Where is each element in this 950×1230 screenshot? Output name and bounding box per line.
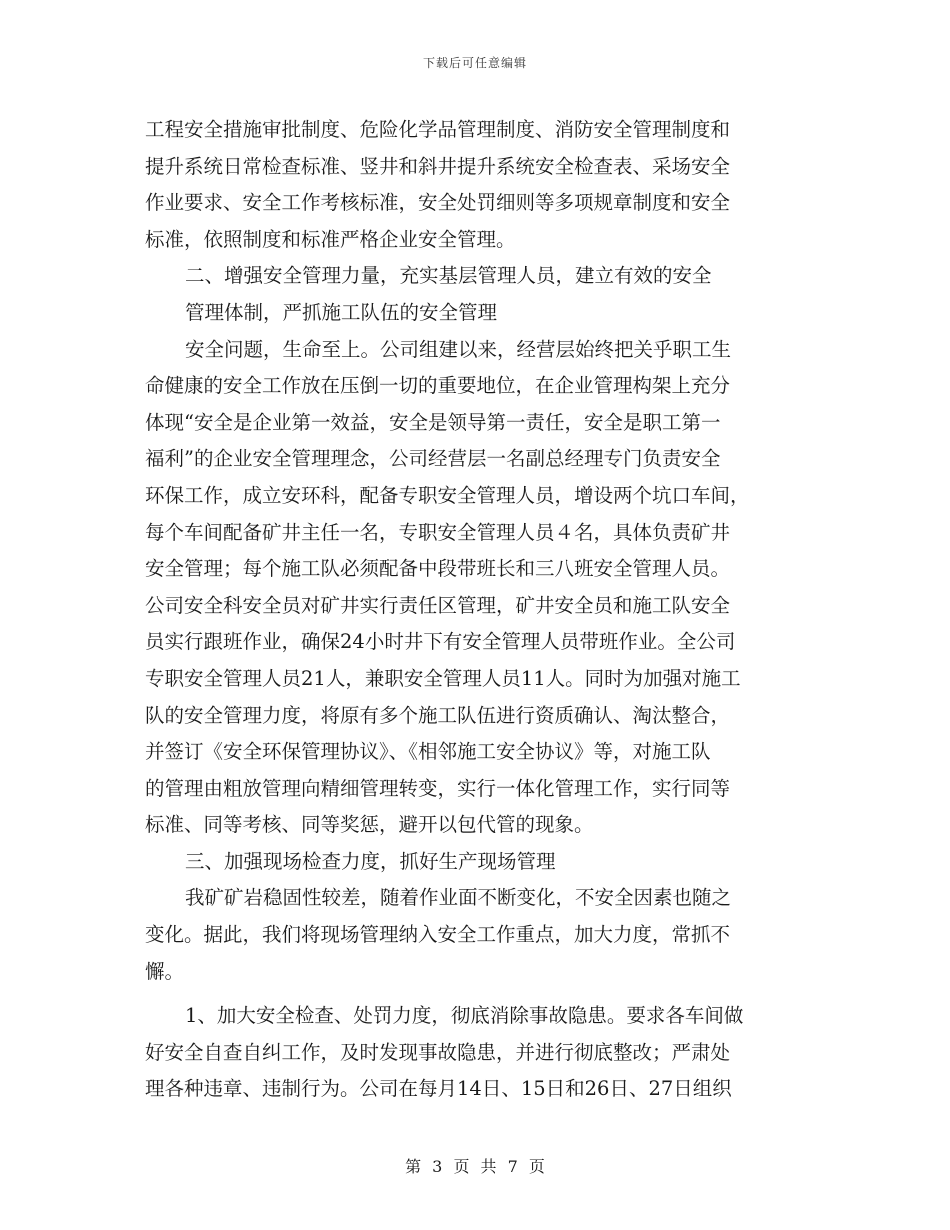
text-line: 变化。据此，我们将现场管理纳入安全工作重点，加大力度，常抓不 bbox=[145, 923, 731, 947]
text-line: 理各种违章、违制行为。公司在每月14日、15日和26日、27日组织 bbox=[145, 1077, 732, 1101]
document-body bbox=[145, 112, 800, 1108]
paragraph-start: 安全问题，生命至上。公司组建以来，经营层始终把关乎职工生 bbox=[185, 337, 732, 361]
text-line: 作业要求、安全工作考核标准，安全处罚细则等多项规章制度和安全 bbox=[145, 191, 731, 215]
text-line: 福利”的企业安全管理理念，公司经营层一名副总经理专门负责安全 bbox=[145, 447, 721, 471]
text-line: 专职安全管理人员21人，兼职安全管理人员11人。同时为加强对施工 bbox=[145, 666, 741, 690]
text-line: 每个车间配备矿井主任一名，专职安全管理人员４名，具体负责矿井 bbox=[145, 520, 731, 544]
text-line: 体现“安全是企业第一效益，安全是领导第一责任，安全是职工第一 bbox=[145, 410, 721, 434]
text-line: 队的安全管理力度，将原有多个施工队伍进行资质确认、淘汰整合， bbox=[145, 703, 731, 727]
text-line: 安全管理；每个施工队必须配备中段带班长和三八班安全管理人员。 bbox=[145, 557, 731, 581]
text-line: 好安全自查自纠工作，及时发现事故隐患，并进行彻底整改；严肃处 bbox=[145, 1040, 731, 1064]
text-line: 员实行跟班作业，确保24小时井下有安全管理人员带班作业。全公司 bbox=[145, 630, 736, 654]
page-number: 第 3 页 共 7 页 bbox=[405, 1157, 545, 1176]
text-line: 标准、同等考核、同等奖惩，避开以包代管的现象。 bbox=[145, 813, 594, 837]
section-heading-3: 三、加强现场检查力度，抓好生产现场管理 bbox=[185, 849, 556, 873]
text-line: 标准，依照制度和标准严格企业安全管理。 bbox=[145, 227, 516, 251]
section-heading-2-line-1: 二、增强安全管理力量，充实基层管理人员，建立有效的安全 bbox=[185, 264, 712, 288]
text-line: 命健康的安全工作放在压倒一切的重要地位，在企业管理构架上充分 bbox=[145, 374, 731, 398]
text-line: 环保工作，成立安环科，配备专职安全管理人员，增设两个坑口车间， bbox=[145, 483, 750, 507]
section-heading-2-line-2: 管理体制，严抓施工队伍的安全管理 bbox=[185, 300, 498, 324]
text-line: 提升系统日常检查标准、竖井和斜井提升系统安全检查表、采场安全 bbox=[145, 154, 731, 178]
text-line: 的管理由粗放管理向精细管理转变，实行一体化管理工作，实行同等 bbox=[145, 776, 731, 800]
page-header: 下载后可任意编辑 bbox=[422, 56, 527, 70]
text-line: 公司安全科安全员对矿井实行责任区管理，矿井安全员和施工队安全 bbox=[145, 593, 731, 617]
text-line: 懈。 bbox=[145, 959, 185, 983]
text-line: 工程安全措施审批制度、危险化学品管理制度、消防安全管理制度和 bbox=[145, 118, 731, 141]
paragraph-start: 我矿矿岩稳固性较差，随着作业面不断变化，不安全因素也随之 bbox=[185, 886, 732, 910]
text-line: 并签订《安全环保管理协议》、《相邻施工安全协议》等，对施工队 bbox=[145, 740, 711, 764]
numbered-item-start: 1、加大安全检查、处罚力度，彻底消除事故隐患。要求各车间做 bbox=[185, 1004, 744, 1028]
